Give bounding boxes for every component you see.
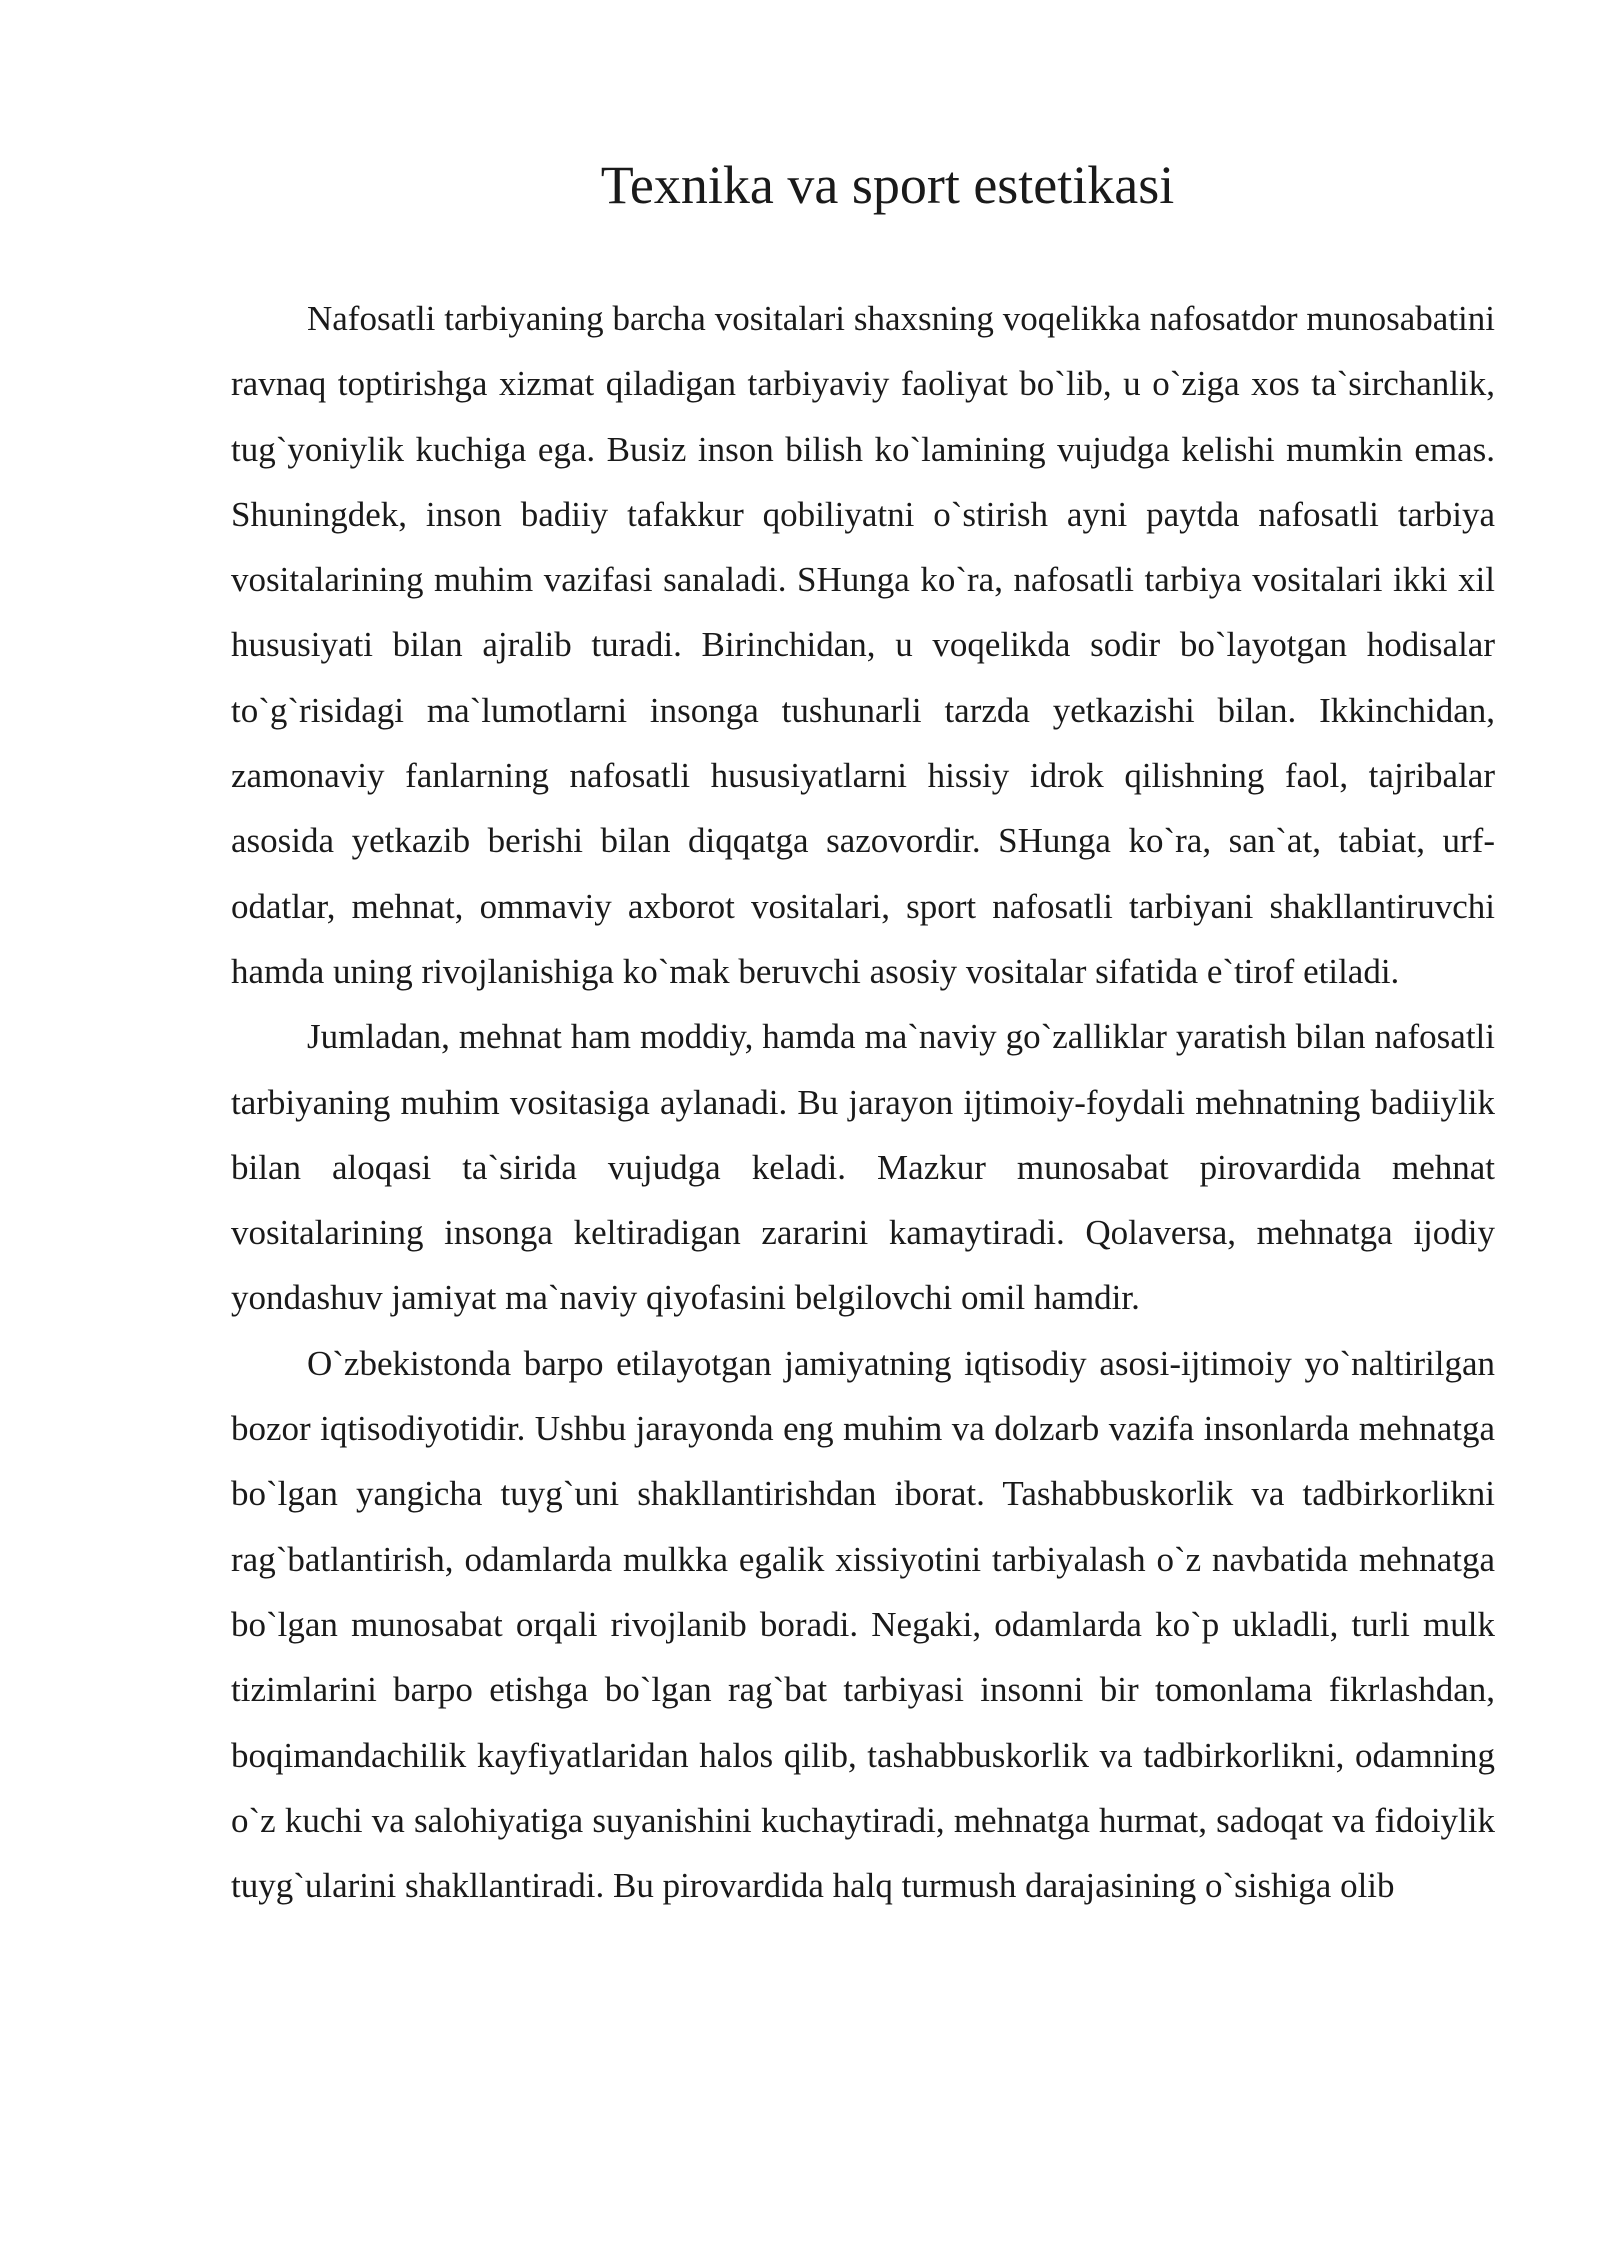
page-title: Texnika va sport estetikasi — [600, 155, 1175, 215]
paragraph-3: O`zbekistonda barpo etilayotgan jamiyatning iqtisodiy asosi-ijtimoiy yo`naltirilgan bozor iqtisodiyotidir. Ushbu jarayonda eng muhim va dolzarb vazifa insonlarda mehnatga bo`lgan yangicha tuyg`uni shakllantirishdan iborat. Tashabbuskorlik va tadbirkorlikni rag`batlantirish, odamlarda mulkka egalik xissiyotini tarbiyalash o`z navbatida mehnatga bo`lgan munosabat orqali rivojlanib boradi. Negaki, odamlarda ko`p ukladli, turli mulk tizimlarini barpo etishga bo`lgan rag`bat tarbiyasi insonni bir tomonlama fikrlashdan, boqimandachilik kayfiyatlaridan halos qilib, tashabbuskorlik va tadbirkorlikni, odamning o`z kuchi va salohiyatiga suyanishini kuchaytiradi, mehnatga hurmat, sadoqat va fidoiylik tuyg`ularini shakllantiradi. Bu pirovardida halq turmush darajasining o`sishiga olib — [231, 1343, 1495, 1906]
paragraph-1: Nafosatli tarbiyaning barcha vositalari shaxsning voqelikka nafosatdor munosabatini ravnaq toptirishga xizmat qiladigan tarbiyaviy faoliyat bo`lib, u o`ziga xos ta`sirchanlik, tug`yoniylik kuchiga ega. Busiz inson bilish ko`lamining vujudga kelishi mumkin emas. Shuningdek, inson badiiy tafakkur qobiliyatni o`stirish ayni paytda nafosatli tarbiya vositalarining muhim vazifasi sanaladi. SHunga ko`ra, nafosatli tarbiya vositalari ikki xil hususiyati bilan ajralib turadi. Birinchidan, u voqelikda sodir bo`layotgan hodisalar to`g`risidagi ma`lumotlarni insonga tushunarli tarzda yetkazishi bilan. Ikkinchidan, zamonaviy fanlarning nafosatli hususiyatlarni hissiy idrok qilishning faol, tajribalar asosida yetkazib berishi bilan diqqatga sazovordir. SHunga ko`ra, san`at, tabiat, urf-odatlar, mehnat, ommaviy axborot vositalari, sport nafosatli tarbiyani shakllantiruvchi hamda uning rivojlanishiga ko`mak beruvchi asosiy vositalar sifatida e`tirof etiladi. — [231, 299, 1495, 991]
document-body — [231, 286, 1495, 1918]
paragraph-2: Jumladan, mehnat ham moddiy, hamda ma`naviy go`zalliklar yaratish bilan nafosatli tarbiyaning muhim vositasiga aylanadi. Bu jarayon ijtimoiy-foydali mehnatning badiiylik bilan aloqasi ta`sirida vujudga keladi. Mazkur munosabat pirovardida mehnat vositalarining insonga keltiradigan zararini kamaytiradi. Qolaversa, mehnatga ijodiy yondashuv jamiyat ma`naviy qiyofasini belgilovchi omil hamdir. — [231, 1017, 1495, 1318]
